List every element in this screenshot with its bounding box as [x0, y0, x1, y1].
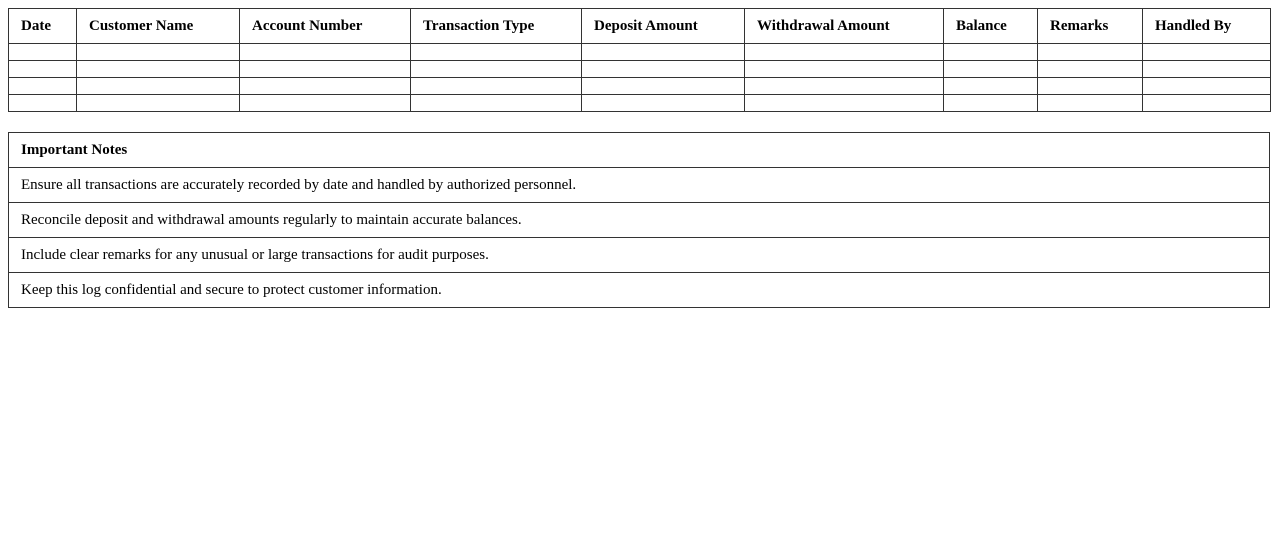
table-cell[interactable] — [944, 95, 1038, 112]
table-cell[interactable] — [745, 44, 944, 61]
table-cell[interactable] — [944, 78, 1038, 95]
table-cell[interactable] — [1143, 61, 1271, 78]
table-cell[interactable] — [582, 61, 745, 78]
column-header-withdrawal-amount: Withdrawal Amount — [745, 9, 944, 44]
important-notes-table — [8, 132, 1270, 308]
table-cell[interactable] — [77, 61, 240, 78]
table-cell[interactable] — [1143, 44, 1271, 61]
table-cell[interactable] — [582, 44, 745, 61]
table-cell[interactable] — [9, 61, 77, 78]
column-header-customer-name: Customer Name — [77, 9, 240, 44]
table-cell[interactable] — [77, 44, 240, 61]
note-item: Keep this log confidential and secure to protect customer information. — [9, 273, 1270, 308]
header-row — [9, 9, 1271, 44]
table-cell[interactable] — [9, 78, 77, 95]
table-cell[interactable] — [240, 78, 411, 95]
table-row — [9, 78, 1271, 95]
notes-heading: Important Notes — [9, 133, 1270, 168]
table-cell[interactable] — [745, 78, 944, 95]
table-row — [9, 61, 1271, 78]
table-cell[interactable] — [944, 61, 1038, 78]
table-cell[interactable] — [1038, 95, 1143, 112]
table-row — [9, 95, 1271, 112]
table-cell[interactable] — [745, 61, 944, 78]
table-cell[interactable] — [1038, 61, 1143, 78]
table-cell[interactable] — [240, 44, 411, 61]
table-cell[interactable] — [1038, 78, 1143, 95]
table-cell[interactable] — [9, 44, 77, 61]
table-cell[interactable] — [944, 44, 1038, 61]
table-cell[interactable] — [745, 95, 944, 112]
table-cell[interactable] — [411, 44, 582, 61]
table-cell[interactable] — [1143, 95, 1271, 112]
column-header-remarks: Remarks — [1038, 9, 1143, 44]
table-cell[interactable] — [77, 95, 240, 112]
column-header-account-number: Account Number — [240, 9, 411, 44]
column-header-date: Date — [9, 9, 77, 44]
note-item: Reconcile deposit and withdrawal amounts regularly to maintain accurate balances. — [9, 203, 1270, 238]
table-cell[interactable] — [411, 61, 582, 78]
table-cell[interactable] — [1143, 78, 1271, 95]
transaction-log-table — [8, 8, 1271, 112]
column-header-balance: Balance — [944, 9, 1038, 44]
column-header-transaction-type: Transaction Type — [411, 9, 582, 44]
column-header-handled-by: Handled By — [1143, 9, 1271, 44]
note-item: Ensure all transactions are accurately recorded by date and handled by authorized personnel. — [9, 168, 1270, 203]
table-cell[interactable] — [582, 78, 745, 95]
table-cell[interactable] — [582, 95, 745, 112]
table-cell[interactable] — [240, 61, 411, 78]
table-cell[interactable] — [240, 95, 411, 112]
table-cell[interactable] — [77, 78, 240, 95]
table-cell[interactable] — [411, 95, 582, 112]
note-item: Include clear remarks for any unusual or large transactions for audit purposes. — [9, 238, 1270, 273]
table-cell[interactable] — [9, 95, 77, 112]
column-header-deposit-amount: Deposit Amount — [582, 9, 745, 44]
table-cell[interactable] — [411, 78, 582, 95]
table-cell[interactable] — [1038, 44, 1143, 61]
table-row — [9, 44, 1271, 61]
